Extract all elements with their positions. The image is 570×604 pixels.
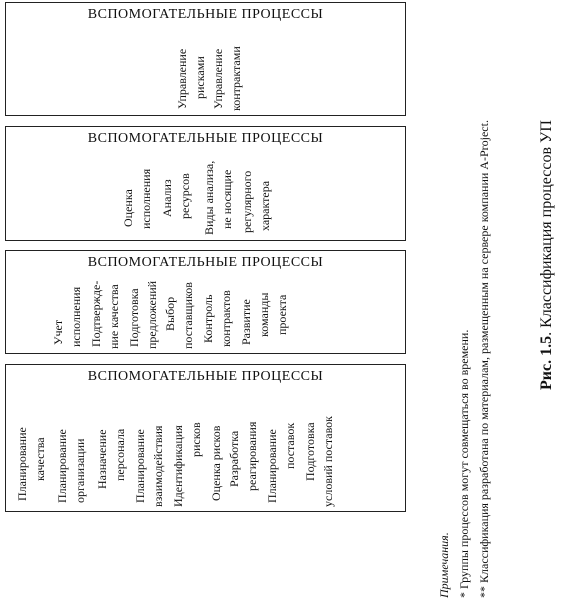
process-item: Оценка — [121, 189, 135, 227]
figure-caption — [538, 120, 556, 390]
process-group-box-3 — [5, 250, 406, 354]
notes-title: Примечания. — [437, 532, 451, 598]
figure-caption-text: . Классификация процессов УП — [538, 120, 555, 336]
box-title: ВСПОМОГАТЕЛЬНЫЕ ПРОЦЕССЫ — [87, 255, 324, 270]
process-item: Планирование — [265, 429, 279, 503]
process-item: Планирование — [15, 427, 29, 501]
process-item: контрактов — [219, 290, 233, 347]
process-item: Управление — [175, 48, 189, 109]
process-item: Управление — [211, 48, 225, 109]
box-title: ВСПОМОГАТЕЛЬНЫЕ ПРОЦЕССЫ — [87, 131, 324, 146]
process-item: рисками — [193, 56, 207, 99]
process-item: не носящие — [220, 169, 234, 229]
process-group-box-4 — [5, 364, 406, 512]
process-item: команды — [257, 292, 271, 337]
process-item: условий поставок — [321, 415, 335, 507]
process-item: проекта — [275, 294, 289, 335]
process-item: Планирование — [55, 429, 69, 503]
process-item: качества — [33, 437, 47, 481]
process-item: Контроль — [201, 294, 215, 343]
process-item: Подтвержде- — [89, 280, 103, 347]
process-item: взаимодействия — [151, 425, 165, 507]
process-item: поставщиков — [181, 282, 195, 349]
process-item: Подготовка — [303, 422, 317, 481]
process-group-box-2 — [5, 126, 406, 241]
process-item: персонала — [113, 428, 127, 481]
process-item: Оценка рисков — [209, 425, 223, 501]
process-item: Виды анализа, — [202, 160, 216, 235]
process-item: организации — [73, 438, 87, 503]
process-item: Учет — [51, 319, 65, 345]
process-item: Разработка — [227, 430, 241, 487]
box-title: ВСПОМОГАТЕЛЬНЫЕ ПРОЦЕССЫ — [87, 7, 324, 22]
process-item: реагирования — [245, 421, 259, 491]
note-1: * Группы процессов могут совмещаться во времени. — [457, 329, 471, 598]
process-item: предложений — [145, 280, 159, 349]
process-item: ресурсов — [178, 173, 192, 219]
figure-caption-label: Рис. 1.5 — [538, 335, 555, 390]
process-item: рисков — [189, 422, 203, 457]
process-group-box-1 — [5, 2, 406, 116]
process-item: Выбор — [163, 296, 177, 331]
process-item: характера — [258, 180, 272, 231]
process-item: Развитие — [239, 299, 253, 345]
process-item: Идентификация — [171, 425, 185, 507]
process-item: поставок — [283, 422, 297, 469]
process-item: Анализ — [160, 179, 174, 217]
process-item: Назначение — [95, 429, 109, 489]
process-item: исполнения — [69, 286, 83, 347]
process-item: регулярного — [240, 170, 254, 233]
process-item: контрактами — [229, 46, 243, 111]
box-title: ВСПОМОГАТЕЛЬНЫЕ ПРОЦЕССЫ — [87, 369, 324, 384]
note-2: ** Классификация разработана по материалам, размещенным на сервере компании A-Project. — [477, 120, 491, 598]
process-item: Подготовка — [127, 288, 141, 347]
process-item: исполнения — [139, 168, 153, 229]
process-item: Планирование — [133, 429, 147, 503]
process-item: ние качества — [107, 284, 121, 349]
